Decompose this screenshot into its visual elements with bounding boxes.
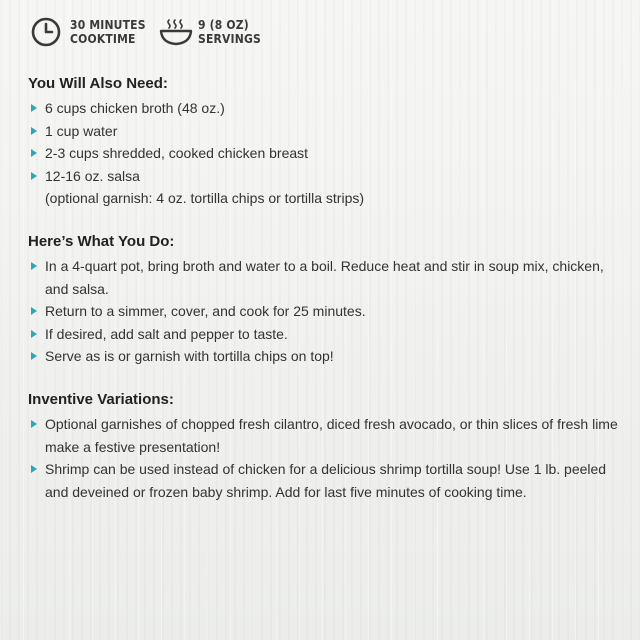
list-item [28,413,618,458]
bullet-arrow-icon [31,307,37,315]
servings-value: 9 (8 OZ) [198,18,249,32]
list-item-text: Return to a simmer, cover, and cook for 25 minutes. [45,303,366,320]
bullet-arrow-icon [31,465,37,473]
variations-title: Inventive Variations: [28,390,174,408]
list-item [28,458,618,503]
list-item [28,165,618,188]
list-item [28,142,618,165]
list-item [28,345,618,368]
bullet-arrow-icon [31,420,37,428]
list-item-text: If desired, add salt and pepper to taste. [45,325,288,342]
list-item-text: 1 cup water [45,122,118,139]
variations-list [28,413,618,503]
servings-label: SERVINGS [198,32,261,46]
instructions-list [28,255,618,368]
list-item [28,255,618,300]
ingredients-section [28,74,618,210]
cooktime-info [28,14,156,50]
servings-info [158,14,284,50]
clock-icon [28,14,64,50]
bullet-arrow-icon [31,172,37,180]
garnish-note: (optional garnish: 4 oz. tortilla chips or tortilla strips) [45,190,365,207]
cooktime-value: 30 MINUTES [70,18,146,32]
list-item-text: Optional garnishes of chopped fresh cilantro, diced fresh avocado, or thin slices of fresh lime make a festive presentation! [45,415,618,455]
bullet-arrow-icon [31,330,37,338]
bullet-arrow-icon [31,262,37,270]
bullet-arrow-icon [31,149,37,157]
list-item-text: 6 cups chicken broth (48 oz.) [45,100,225,116]
list-item-text: 2-3 cups shredded, cooked chicken breast [45,145,309,162]
variations-section [28,390,618,503]
list-item-text: Serve as is or garnish with tortilla chips on top! [45,348,334,365]
list-item-text: 12-16 oz. salsa [45,167,140,184]
list-item [28,300,618,323]
instructions-section [28,232,618,368]
list-item-text: Shrimp can be used instead of chicken for a delicious shrimp tortilla soup! Use 1 lb. peeled and deveined or frozen baby shrimp. Add for last five minutes of cooking time. [45,461,607,500]
ingredients-list [28,97,618,187]
soup-bowl-icon [158,14,194,50]
servings-text [198,18,275,46]
list-item [28,323,618,346]
list-item [28,97,618,120]
list-item-text: In a 4-quart pot, bring broth and water to a boil. Reduce heat and stir in soup mix, chicken, and salsa. [45,257,604,297]
list-item [28,120,618,143]
ingredients-title: You Will Also Need: [28,75,168,92]
cooktime-label: COOKTIME [70,32,136,46]
bullet-arrow-icon [31,104,37,112]
recipe-info-bar [28,14,284,50]
cooktime-text [70,18,147,46]
bullet-arrow-icon [31,352,37,360]
recipe-content [28,74,618,525]
instructions-title: Here’s What You Do: [28,232,175,250]
bullet-arrow-icon [31,127,37,135]
